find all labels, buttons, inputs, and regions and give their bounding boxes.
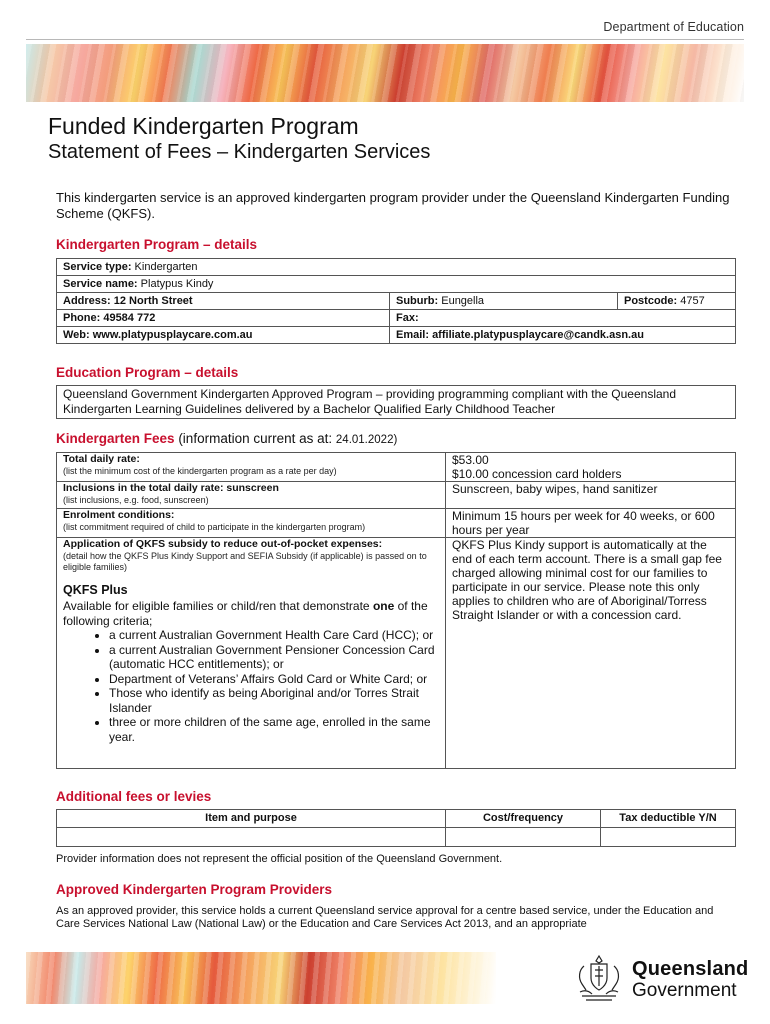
table-cell xyxy=(57,828,446,847)
providers-heading: Approved Kindergarten Program Providers xyxy=(56,882,333,897)
list-item: • a current Australian Government Pensioner Concession Card (automatic HCC entitlements); or xyxy=(109,643,439,672)
column-header-tax: Tax deductible Y/N xyxy=(601,810,736,828)
department-header: Department of Education xyxy=(603,20,744,34)
qkfs-plus-criteria-list xyxy=(63,628,439,744)
daily-rate-label-cell: Total daily rate: (list the minimum cost of the kindergarten program as a rate per day) xyxy=(57,453,446,482)
header-banner-image xyxy=(26,44,744,102)
qkfs-value-cell: QKFS Plus Kindy support is automatically at the end of each term account. There is a small gap fee charged allowing minimal cost for our families to participate in our service. Please note this only applies to children who are of Aboriginal/Torress Straight Islander or with a concession card. xyxy=(446,538,736,769)
service-type-cell: Service type: Kindergarten xyxy=(57,259,736,276)
page-subtitle: Statement of Fees – Kindergarten Services xyxy=(48,141,431,163)
intro-paragraph: This kindergarten service is an approved kindergarten program provider under the Queensland Kindergarten Funding Scheme (QKFS). xyxy=(56,190,730,221)
table-cell xyxy=(601,828,736,847)
service-name-value: Platypus Kindy xyxy=(140,278,214,290)
postcode-cell: Postcode: 4757 xyxy=(618,293,736,310)
education-details-cell: Queensland Government Kindergarten Approved Program – providing programming compliant with the Queensland Kindergarten Learning Guidelines delivered by a Bachelor Qualified Early Childhood Teacher xyxy=(57,386,736,419)
program-details-heading: Kindergarten Program – details xyxy=(56,237,258,252)
list-item: • three or more children of the same age, enrolled in the same year. xyxy=(109,715,439,744)
additional-fees-heading: Additional fees or levies xyxy=(56,789,212,804)
qkfs-plus-section xyxy=(63,583,439,744)
fees-date: 24.01.2022) xyxy=(335,434,398,446)
fees-heading: Kindergarten Fees (information current as at: 24.01.2022) xyxy=(56,431,398,446)
postcode-value: 4757 xyxy=(680,295,705,307)
email-cell: Email: affiliate.platypusplaycare@candk.asn.au xyxy=(390,327,736,344)
table-cell xyxy=(446,828,601,847)
address-cell: Address: 12 North Street xyxy=(57,293,390,310)
enrolment-value-cell: Minimum 15 hours per week for 40 weeks, or 600 hours per year xyxy=(446,509,736,538)
list-item: • Those who identify as being Aboriginal and/or Torres Strait Islander xyxy=(109,686,439,715)
fax-cell: Fax: xyxy=(390,310,736,327)
additional-fees-table xyxy=(56,809,736,847)
providers-paragraph: As an approved provider, this service holds a current Queensland service approval for a centre based service, under the Education and Care Services National Law (National Law) or the Education and Care Services Act 2013, and an appropriate xyxy=(56,905,714,930)
phone-cell: Phone: 49584 772 xyxy=(57,310,390,327)
inclusions-label-cell: Inclusions in the total daily rate: sunscreen (list inclusions, e.g. food, sunscreen) xyxy=(57,482,446,509)
footer-banner-image xyxy=(26,952,496,1004)
daily-rate-value: $53.00 xyxy=(452,453,489,467)
queensland-crest-icon xyxy=(574,952,624,1004)
qkfs-plus-intro: Available for eligible families or child/ren that demonstrate one of the following criteria; xyxy=(63,599,428,628)
suburb-cell: Suburb: Eungella xyxy=(390,293,618,310)
list-item: • a current Australian Government Health Care Card (HCC); or xyxy=(109,628,439,643)
column-header-cost: Cost/frequency xyxy=(446,810,601,828)
concession-rate-value: $10.00 concession card holders xyxy=(452,467,622,481)
education-details-heading: Education Program – details xyxy=(56,365,239,380)
qkfs-label-cell: Application of QKFS subsidy to reduce out-of-pocket expenses: (detail how the QKFS Plus Kindy Support and SEFIA Subsidy (if applicable) is passed on to eligible families) QKFS Plus Available for eligible families or child/ren that demonstrate one of the following criteria; • a current Australian Government Health Care Card (HCC); or • a current Australian Government Pensioner Concession Card (automatic HCC entitlements); or • Department of Veterans’ Affairs Gold Card or White Card; or • Those who identify as being Aboriginal and/or Torres Strait Islander • three or more children of the same age, enrolled in the same year. xyxy=(57,538,446,769)
inclusions-value-cell: Sunscreen, baby wipes, hand sanitizer xyxy=(446,482,736,509)
list-item: • Department of Veterans’ Affairs Gold Card or White Card; or xyxy=(109,672,439,687)
service-name-cell: Service name: Platypus Kindy xyxy=(57,276,736,293)
program-details-table xyxy=(56,258,736,344)
education-details-table xyxy=(56,385,736,419)
fees-table xyxy=(56,452,736,769)
suburb-value: Eungella xyxy=(441,295,485,307)
queensland-government-logo: Queensland Government xyxy=(632,958,749,1001)
enrolment-label-cell: Enrolment conditions: (list commitment required of child to participate in the kindergarten program) xyxy=(57,509,446,538)
disclaimer-text: Provider information does not represent the official position of the Queensland Government. xyxy=(56,853,503,865)
header-rule xyxy=(26,39,744,40)
qkfs-plus-heading: QKFS Plus xyxy=(63,583,128,597)
column-header-item: Item and purpose xyxy=(57,810,446,828)
page-title: Funded Kindergarten Program xyxy=(48,113,359,139)
daily-rate-value-cell xyxy=(446,453,736,482)
service-type-value: Kindergarten xyxy=(134,261,198,273)
web-cell: Web: www.platypusplaycare.com.au xyxy=(57,327,390,344)
